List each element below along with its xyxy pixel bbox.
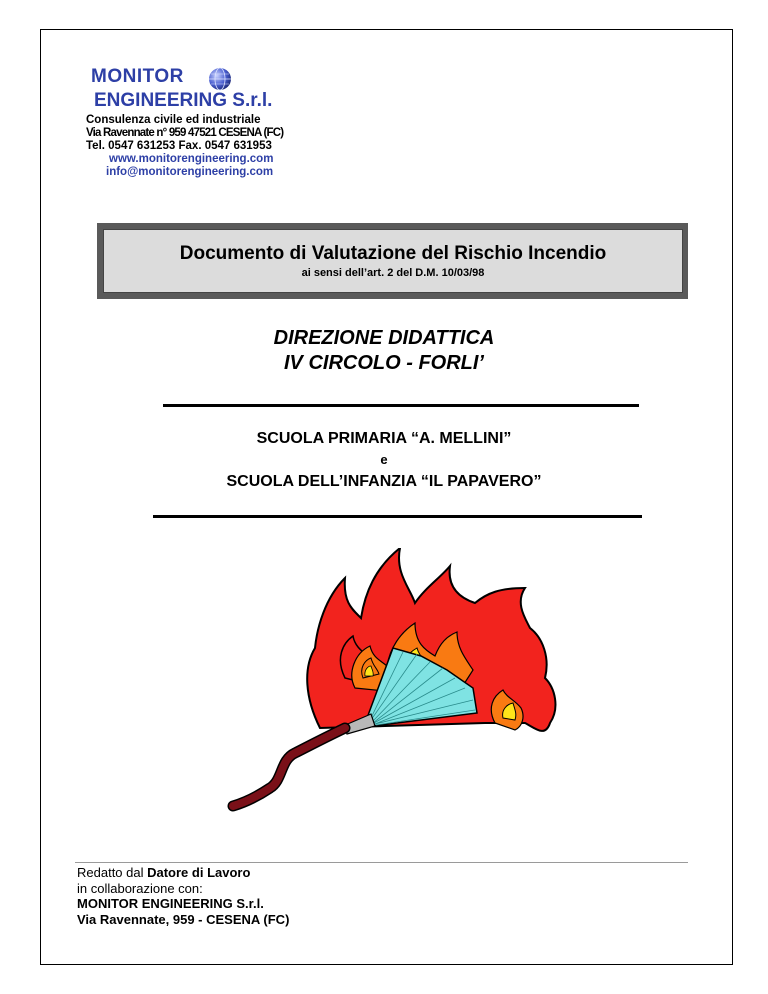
footer-author: Datore di Lavoro [147, 865, 251, 880]
footer-divider [75, 862, 688, 863]
fire-hose-icon [225, 548, 565, 818]
title-box-inner [103, 229, 683, 293]
footer-credits [77, 865, 289, 927]
logo-contact-block [86, 114, 322, 179]
logo-website[interactable]: www.monitorengineering.com [109, 153, 274, 165]
divider-bottom [153, 515, 642, 518]
footer-line2: in collaborazione con: [77, 880, 203, 896]
heading-line1: DIREZIONE DIDATTICA [273, 327, 495, 349]
logo-phone: Tel. 0547 631253 Fax. 0547 631953 [86, 140, 272, 152]
school-primary: SCUOLA PRIMARIA “A. MELLINI” [256, 430, 512, 447]
heading-line2: IV CIRCOLO - FORLI’ [284, 352, 484, 374]
footer-company: MONITOR ENGINEERING S.r.l. [77, 896, 264, 911]
document-subtitle: ai sensi dell’art. 2 del D.M. 10/03/98 [301, 267, 485, 279]
school-infant: SCUOLA DELL’INFANZIA “IL PAPAVERO” [226, 473, 542, 490]
document-title: Documento di Valutazione del Rischio Incendio [179, 243, 607, 264]
footer-prefix: Redatto dal [77, 865, 148, 880]
logo-email[interactable]: info@monitorengineering.com [106, 166, 274, 178]
divider-top [163, 404, 639, 407]
globe-icon [208, 67, 232, 91]
logo-tagline: Consulenza civile ed industriale [86, 114, 261, 126]
logo-name-line1: MONITOR [91, 66, 184, 87]
footer-line1 [77, 865, 289, 881]
title-box [97, 223, 688, 299]
footer-address: Via Ravennate, 959 - CESENA (FC) [77, 911, 290, 927]
logo-address: Via Ravennate n° 959 47521 CESENA (FC) [86, 127, 284, 139]
logo-name-line2: ENGINEERING S.r.l. [94, 90, 273, 111]
school-conjunction: e [380, 452, 388, 467]
